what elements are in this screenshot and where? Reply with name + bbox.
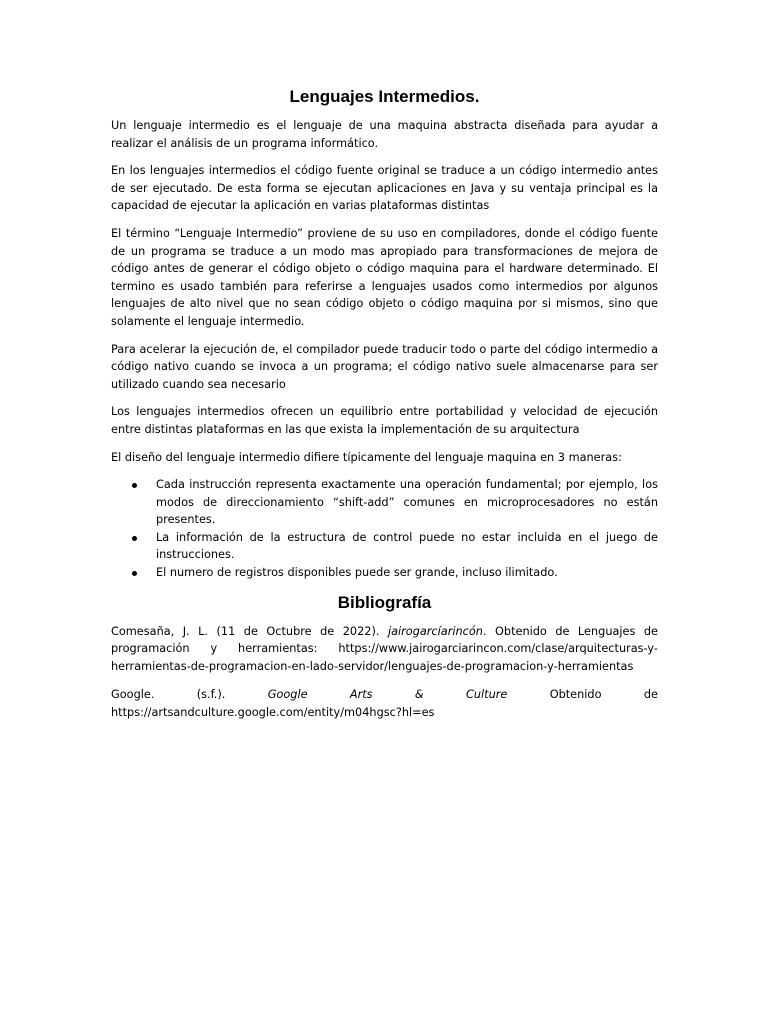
bib-title-word: Arts [349, 688, 373, 702]
bib-de: de [643, 688, 658, 702]
bib-title-word: Culture [466, 688, 508, 702]
list-item [111, 529, 658, 564]
list-item [111, 564, 658, 582]
list-item-text: La información de la estructura de control puede no estar incluida en el juego de instrucciones. [156, 530, 658, 562]
bullet-list [111, 476, 658, 582]
bib-rest: . Obtenido de Lenguajes de programación y herramientas: https://www.jairogarciarincon.com/clase/arquitecturas-y-herramientas-de-programacion-en-lado-servidor/lenguajes-de-programacion-y-herramientas [111, 624, 658, 673]
document-body [111, 86, 658, 733]
paragraph: El término “Lenguaje Intermedio” proviene de su uso en compiladores, donde el código fuente de un programa se traduce a un modo mas apropiado para transformaciones de mejora de código antes de generar el código objeto o código maquina para el hardware determinado. El termino es usado también para referirse a lenguajes usados como intermedios por algunos lenguajes de alto nivel que no sean código objeto o código maquina por si mismos, sino que solamente el lenguaje intermedio. [111, 226, 658, 328]
bullet-icon [132, 571, 137, 576]
bullet-icon [132, 536, 137, 541]
paragraph: Los lenguajes intermedios ofrecen un equilibrio entre portabilidad y velocidad de ejecución entre distintas plataformas en las que exista la implementación de su arquitectura [111, 405, 658, 436]
document-title: Lenguajes Intermedios. [289, 87, 480, 106]
list-item [111, 476, 658, 529]
bib-obtained: Obtenido [549, 688, 602, 702]
bib-date: (s.f.). [196, 688, 226, 702]
bibliography-entry [111, 623, 658, 676]
paragraph: Un lenguaje intermedio es el lenguaje de una maquina abstracta diseñada para ayudar a realizar el análisis de un programa informático. [111, 119, 658, 150]
bib-site: jairogarcíarincón [387, 624, 483, 638]
bib-title-word: Google [267, 688, 308, 702]
paragraph: El diseño del lenguaje intermedio difiere típicamente del lenguaje maquina en 3 maneras: [111, 450, 622, 464]
bib-title-word: & [414, 688, 424, 702]
bib-author: Google. [111, 688, 155, 702]
bibliography-title: Bibliografía [337, 592, 432, 612]
bib-google-line [111, 686, 658, 704]
bib-url: https://artsandculture.google.com/entity/m04hgsc?hl=es [111, 706, 435, 720]
bib-lead: Comesaña, J. L. (11 de Octubre de 2022). [111, 624, 388, 638]
paragraph: Para acelerar la ejecución de, el compilador puede traducir todo o parte del código intermedio a código nativo cuando se invoca a un programa; el código nativo suele almacenarse para ser utilizado cuando sea necesario [111, 342, 658, 391]
bullet-icon [132, 483, 137, 488]
list-item-text: Cada instrucción representa exactamente una operación fundamental; por ejemplo, los modos de direccionamiento “shift-add” comunes en microprocesadores no están presentes. [156, 478, 658, 527]
list-item-text: El numero de registros disponibles puede ser grande, incluso ilimitado. [156, 566, 558, 580]
bibliography-entry [111, 686, 658, 721]
paragraph: En los lenguajes intermedios el código fuente original se traduce a un código intermedio antes de ser ejecutado. De esta forma se ejecutan aplicaciones en Java y su ventaja principal es la capacidad de ejecutar la aplicación en varias plataformas distintas [111, 164, 658, 213]
